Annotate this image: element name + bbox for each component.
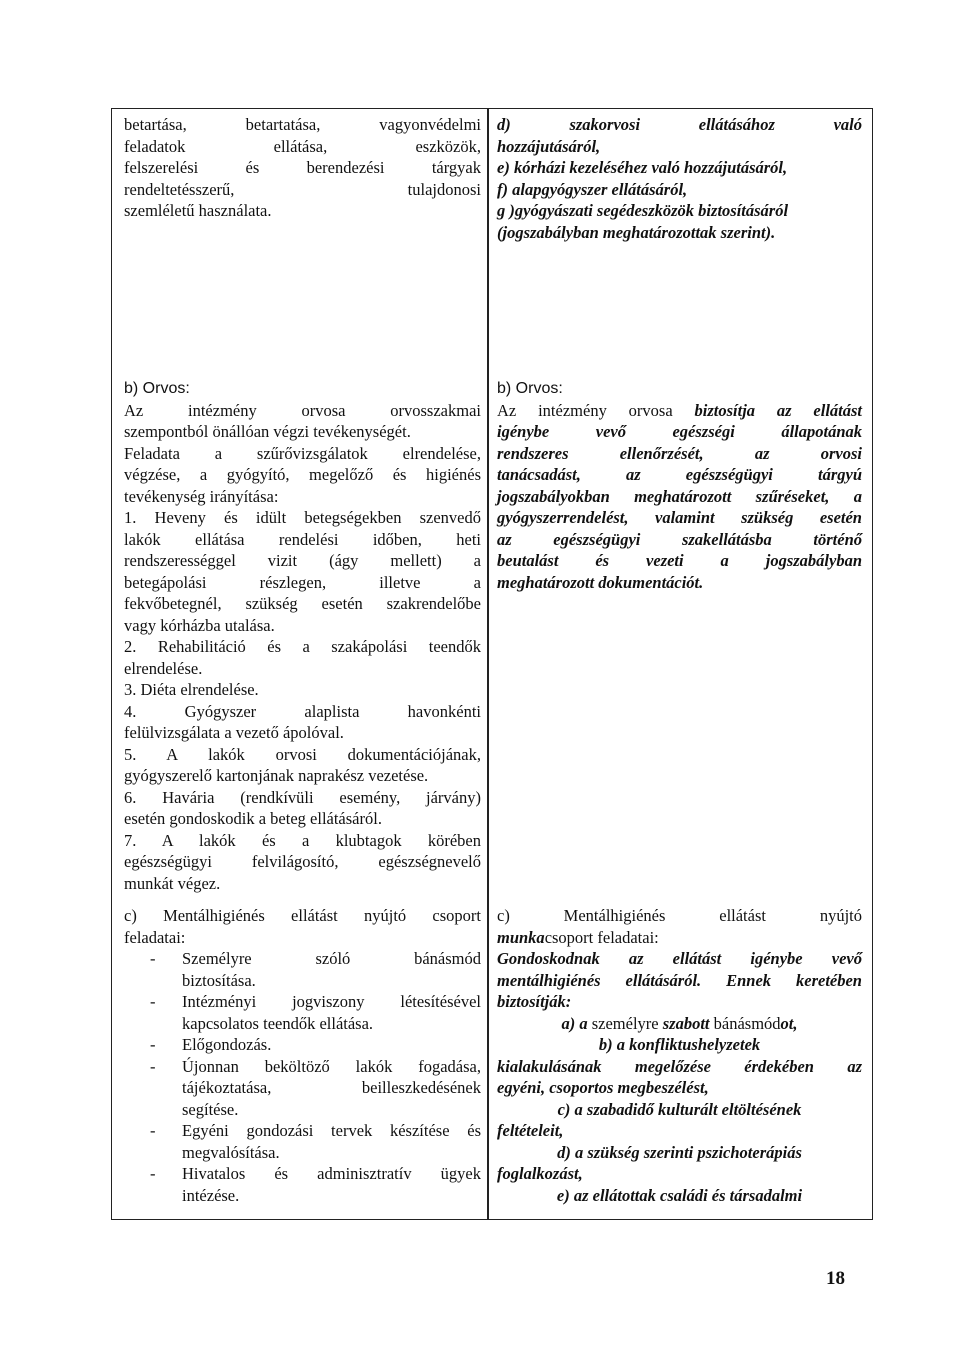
text-line: Újonnan beköltöző lakók fogadása, <box>182 1056 481 1076</box>
text-line: rendszeres ellenőrzését, az orvosi <box>497 443 862 463</box>
text-span: munka <box>497 927 545 947</box>
page-number: 18 <box>826 1268 845 1289</box>
text-line: egészségügyi felvilágosító, egészségnevelő <box>124 852 481 871</box>
text-line: Személyre szóló bánásmód <box>182 949 481 968</box>
text-line: igénybe vevő egészségi állapotának <box>497 422 862 441</box>
text-line: 3. Diéta elrendelése. <box>124 680 259 699</box>
text-line: felszerelési és berendezési tárgyak <box>124 158 481 177</box>
dash-bullet: - <box>150 1035 156 1054</box>
text-line: Intézményi jogviszony létesítésével <box>182 992 481 1011</box>
list-item <box>124 1163 481 1206</box>
text-line <box>497 1013 862 1035</box>
text-line: feltételeit, <box>497 1121 564 1140</box>
text-line: megvalósítása. <box>182 1142 280 1162</box>
dash-bullet: - <box>150 1056 156 1076</box>
text-line: betegápolási részlegen, illetve a <box>124 572 481 592</box>
orvos-left-section <box>124 378 481 894</box>
text-line: gyógyszerelő kartonjának naprakész vezetése. <box>124 766 429 785</box>
text-line: 2. Rehabilitáció és a szakápolási teendők <box>124 637 481 656</box>
text-line: biztosítása. <box>182 970 256 990</box>
text-span: bánásmód <box>709 1013 781 1033</box>
text-line: 7. A lakók és a klubtagok körében <box>124 830 481 850</box>
text-line: c) Mentálhigiénés ellátást nyújtó <box>497 906 862 925</box>
text-line: Az intézmény orvosa orvosszakmai <box>124 400 481 420</box>
text-line: feladatok ellátása, eszközök, <box>124 136 481 156</box>
text-line <box>497 400 862 422</box>
text-line: felülvizsgálata a vezető ápolóval. <box>124 723 344 742</box>
text-line: rendeltetésszerű, tulajdonosi <box>124 179 481 199</box>
text-line: feladatai: <box>124 927 186 947</box>
text-line: gyógyszerrendelést, valamint szükség esetén <box>497 508 862 527</box>
text-line: Egyéni gondozási tervek készítése és <box>182 1121 481 1140</box>
text-span: szabott <box>662 1013 710 1033</box>
text-line: betartása, betartatása, vagyonvédelmi <box>124 115 481 134</box>
list-item <box>124 1120 481 1163</box>
text-line: esetén gondoskodik a beteg ellátásáról. <box>124 809 382 828</box>
text-line: szemléletű használata. <box>124 201 272 220</box>
text-span: biztosítja az ellátást <box>694 400 862 420</box>
text-line: tevékenység irányítása: <box>124 486 279 506</box>
text-span: ot, <box>780 1013 798 1033</box>
section-heading: b) Orvos: <box>124 380 190 397</box>
text-line: Előgondozás. <box>182 1035 272 1054</box>
text-span: csoport feladatai: <box>544 927 659 947</box>
top-right-cell <box>497 114 862 243</box>
text-line: az egészségügyi szakellátásba történő <box>497 529 862 549</box>
text-line: b) a konfliktushelyzetek <box>598 1035 761 1054</box>
text-line: e) kórházi kezeléséhez való hozzájutásáról, <box>497 158 788 177</box>
mental-right-section <box>497 905 862 1206</box>
text-line: szempontból önállóan végzi tevékenységét. <box>124 422 411 441</box>
text-line: fekvőbetegnél, szükség esetén szakrendelőbe <box>124 594 481 613</box>
text-line: mentálhigiénés ellátásáról. Ennek keretében <box>497 970 862 990</box>
text-line <box>497 927 862 949</box>
text-line: 5. A lakók orvosi dokumentációjának, <box>124 744 481 764</box>
list-item <box>124 991 481 1034</box>
text-line: intézése. <box>182 1185 240 1205</box>
dash-bullet: - <box>150 992 156 1011</box>
text-line: segítése. <box>182 1099 239 1119</box>
text-line: munkát végez. <box>124 873 221 893</box>
dash-bullet: - <box>150 1164 156 1183</box>
text-span: a) a <box>561 1013 592 1033</box>
text-line: Gondoskodnak az ellátást igénybe vevő <box>497 949 862 968</box>
text-line: d) szakorvosi ellátásához való <box>497 115 862 134</box>
text-line: rendszerességgel vizit (ágy mellett) a <box>124 551 481 570</box>
text-line: e) az ellátottak családi és társadalmi <box>556 1185 803 1205</box>
text-line: c) a szabadidő kulturált eltöltésének <box>557 1099 802 1119</box>
text-line: d) a szükség szerinti pszichoterápiás <box>557 1142 802 1162</box>
text-line: Feladata a szűrővizsgálatok elrendelése, <box>124 443 481 463</box>
dash-bullet: - <box>150 1121 156 1140</box>
text-line: Hivatalos és adminisztratív ügyek <box>182 1164 481 1183</box>
section-heading: b) Orvos: <box>497 380 563 397</box>
text-span: Az intézmény orvosa <box>497 400 695 420</box>
top-left-cell <box>124 114 481 222</box>
text-line: beutalást és vezeti a jogszabályban <box>497 551 862 570</box>
text-line: jogszabályokban meghatározott szűréseket, a <box>497 486 862 506</box>
mental-left-section <box>124 905 481 1206</box>
text-line: 6. Havária (rendkívüli esemény, járvány) <box>124 787 481 807</box>
text-span: személyre <box>591 1013 663 1033</box>
column-divider <box>487 108 489 1220</box>
text-line: elrendelése. <box>124 658 203 678</box>
text-line: (jogszabályban meghatározottak szerint). <box>497 222 776 242</box>
text-line: tájékoztatása, beilleszkedésének <box>182 1078 481 1097</box>
text-line: c) Mentálhigiénés ellátást nyújtó csoport <box>124 906 481 925</box>
list-item <box>124 948 481 991</box>
text-line: lakók ellátása rendelési időben, heti <box>124 529 481 549</box>
orvos-right-section <box>497 378 862 593</box>
text-line: biztosítják: <box>497 992 572 1011</box>
dash-bullet: - <box>150 949 156 968</box>
text-line: végzése, a gyógyító, megelőző és higiénés <box>124 465 481 484</box>
text-line: tanácsadást, az egészségügyi tárgyú <box>497 465 862 484</box>
text-line: meghatározott dokumentációt. <box>497 572 704 592</box>
list-item <box>124 1056 481 1121</box>
text-line: kapcsolatos teendők ellátása. <box>182 1013 374 1033</box>
text-line: egyéni, csoportos megbeszélést, <box>497 1078 709 1097</box>
text-line: 4. Gyógyszer alaplista havonkénti <box>124 701 481 721</box>
text-line: f) alapgyógyszer ellátásáról, <box>497 179 688 199</box>
text-line: vagy kórházba utalása. <box>124 615 275 635</box>
text-line: foglalkozást, <box>497 1164 583 1183</box>
text-line: 1. Heveny és idült betegségekben szenvedő <box>124 508 481 527</box>
text-line: g )gyógyászati segédeszközök biztosításáról <box>497 201 789 220</box>
text-line: hozzájutásáról, <box>497 136 601 156</box>
text-line: kialakulásának megelőzése érdekében az <box>497 1056 862 1076</box>
list-item <box>124 1034 481 1056</box>
